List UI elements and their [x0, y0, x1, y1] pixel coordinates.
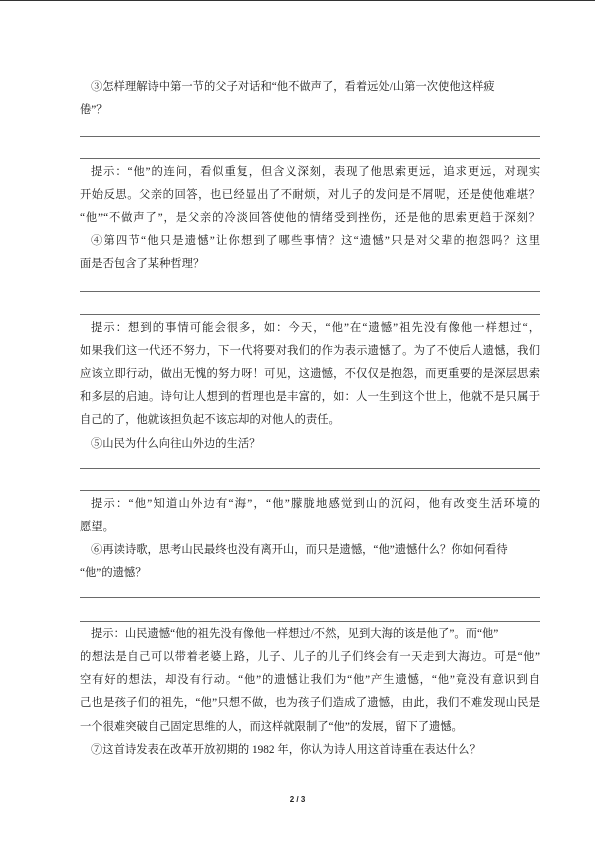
- hint-6-text: 提示：山民遗憾“他的祖先没有像他一样想过/不然，见到大海的该是他了”。而“他”: [91, 628, 499, 640]
- hint-3-text: 提示：“他”的连问，看似重复，但含义深刻，表现了他思索更远，追求更远，对现实: [91, 166, 540, 178]
- hint-6-text: 己也是孩子们的祖先，“他”只想不做，也为孩子们造成了遗憾，由此，我们不难发现山民是: [80, 697, 540, 709]
- question-7-text: ⑦这首诗发表在改革开放初期的 1982 年，你认为诗人用这首诗重在表达什么？: [91, 744, 481, 756]
- hint-6-text: 一个很难突破自己固定思维的人，而这样就限制了“他”的发展，留下了遗憾。: [80, 721, 463, 733]
- question-3-text: 倦”？: [80, 104, 108, 116]
- answer-line: [80, 468, 540, 469]
- hint-5-text: 愿望。: [80, 521, 114, 533]
- hint-4-text: 自己的了，他就该担负起不该忘却的对他人的责任。: [80, 414, 340, 426]
- hint-4-text: 如果我们这一代还不努力，下一代将要对我们的作为表示遗憾了。为了不使后人遗憾，我们: [80, 345, 540, 357]
- answer-line: [80, 490, 540, 491]
- question-4-text: 面是否包含了某种哲理？: [80, 258, 205, 270]
- hint-3-text: 开始反思。父亲的回答，也已经显出了不耐烦，对儿子的发问是不屑呢，还是使他难堪？: [80, 189, 540, 201]
- hint-6-text: 空有好的想法，却没有行动。“他”的遗憾让我们为“他”产生遗憾，“他”竟没有意识到自: [80, 674, 540, 686]
- hint-3-text: “他”“不做声了”，是父亲的冷淡回答使他的情绪受到挫伤，还是他的思索更趋于深刻？: [80, 212, 540, 224]
- question-3-text: ③怎样理解诗中第一节的父子对话和“他不做声了，看着远处/山第一次使他这样疲: [91, 81, 495, 93]
- question-5-text: ⑤山民为什么向往山外边的生活？: [91, 438, 261, 450]
- hint-6-text: 的想法是自己可以带着老婆上路，儿子、儿子的儿子们终会有一天走到大海边。可是“他”: [80, 651, 540, 663]
- hint-5-text: 提示：“他”知道山外边有“海”，“他”朦胧地感觉到山的沉闷，他有改变生活环境的: [91, 498, 540, 510]
- hint-4-text: 提示：想到的事情可能会很多，如：今天，“他”在“遗憾”祖先没有像他一样想过“，: [91, 322, 540, 334]
- top-border: [0, 0, 595, 1]
- answer-line: [80, 291, 540, 292]
- hint-4-text: 和多层的启迪。诗句让人想到的哲理也是丰富的，如：人一生到这个世上，他就不是只属于: [80, 391, 540, 403]
- question-6-text: “他”的遗憾？: [80, 567, 147, 579]
- answer-line: [80, 597, 540, 598]
- question-6-text: ⑥再读诗歌，思考山民最终也没有离开山，而只是遗憾，“他”遗憾什么？你如何看待: [91, 544, 508, 556]
- answer-line: [80, 621, 540, 622]
- answer-line: [80, 158, 540, 159]
- hint-4-text: 应该立即行动，做出无愧的努力呀！可见，这遗憾，不仅仅是抱怨，而更重要的是深层思索: [80, 368, 540, 380]
- page-number: 2 / 3: [289, 795, 306, 804]
- answer-line: [80, 136, 540, 137]
- question-4-text: ④第四节“他只是遗憾”让你想到了哪些事情？这“遗憾”只是对父辈的抱怨吗？这里: [91, 235, 540, 247]
- answer-line: [80, 314, 540, 315]
